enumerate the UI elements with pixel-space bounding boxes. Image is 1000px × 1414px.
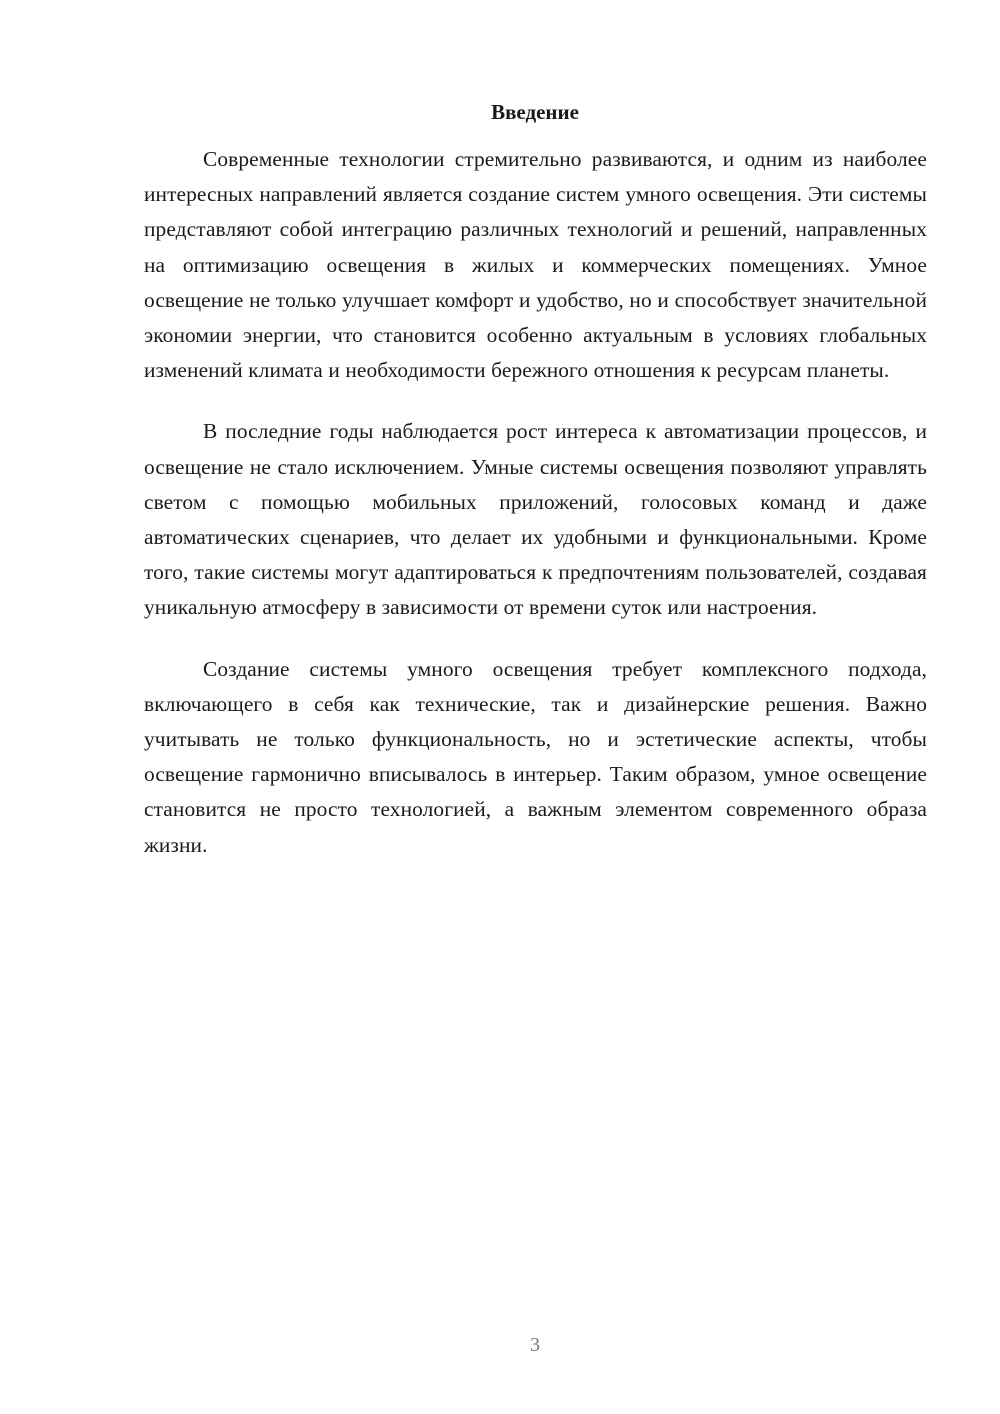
body-text xyxy=(144,142,927,889)
paragraph-1: Современные технологии стремительно развиваются, и одним из наиболее интересных направлений является создание систем умного освещения. Эти системы представляют собой интеграцию различных технологий и решений, направленных на оптимизацию освещения в жилых и коммерческих помещениях. Умное освещение не только улучшает комфорт и удобство, но и способствует значительной экономии энергии, что становится особенно актуальным в условиях глобальных изменений климата и необходимости бережного отношения к ресурсам планеты. xyxy=(144,147,927,383)
paragraph-2: В последние годы наблюдается рост интереса к автоматизации процессов, и освещение не стало исключением. Умные системы освещения позволяют управлять светом с помощью мобильных приложений, голосовых команд и даже автоматических сценариев, что делает их удобными и функциональными. Кроме того, такие системы могут адаптироваться к предпочтениям пользователей, создавая уникальную атмосферу в зависимости от времени суток или настроения. xyxy=(144,419,927,620)
page-number: 3 xyxy=(530,1334,540,1356)
paragraph-3: Создание системы умного освещения требует комплексного подхода, включающего в себя как технические, так и дизайнерские решения. Важно учитывать не только функциональность, но и эстетические аспекты, чтобы освещение гармонично вписывалось в интерьер. Таким образом, умное освещение становится не просто технологией, а важным элементом современного образа жизни. xyxy=(144,656,927,857)
section-heading: Введение xyxy=(491,100,579,124)
